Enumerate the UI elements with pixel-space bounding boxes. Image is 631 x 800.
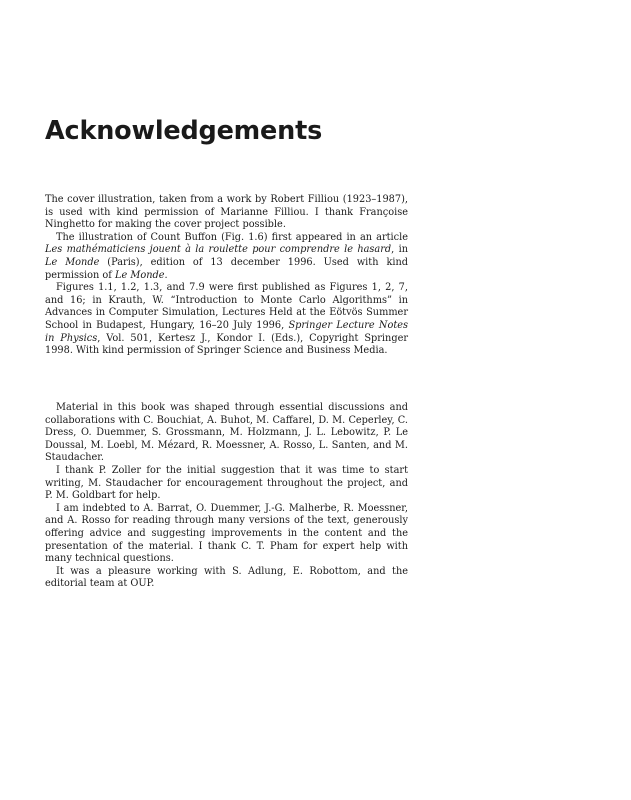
permissions-section (45, 194, 408, 358)
page-title: Acknowledgements (45, 116, 323, 146)
newspaper-title: Le Monde (45, 256, 100, 268)
text-run: Figures 1.1, 1.2, 1.3, and 7.9 were first published as Figures 1, 2, 7, and 16; in Krauth, W. “Introduction to Monte Carlo Algorithms” in Advances in Computer Simulation, Lectures Held at the Eötvös Summer School in Budapest, Hungary, 16–20 July 1996, (45, 282, 408, 331)
text-run: , Vol. 501, Kertesz J., Kondor I. (Eds.), Copyright Springer 1998. With kind permission of Springer Science and Business Media. (45, 332, 408, 357)
figures-credit-paragraph (45, 282, 408, 358)
encouragement-paragraph: I thank P. Zoller for the initial suggestion that it was time to start writing, M. Staudacher for encouragement throughout the project, and P. M. Goldbart for help. (45, 464, 408, 502)
text-run: The illustration of Count Buffon (Fig. 1.6) first appeared in an article (56, 231, 408, 243)
text-run: . (164, 269, 168, 281)
collaborators-paragraph: Material in this book was shaped through essential discussions and collaborations with C. Bouchiat, A. Buhot, M. Caffarel, D. M. Ceperley, C. Dress, O. Duemmer, S. Grossmann, M. Holzmann, J. L. Lebowitz, P. Le Doussal, M. Loebl, M. Mézard, R. Moessner, A. Rosso, L. Santen, and M. Staudacher. (45, 402, 408, 464)
series-title: Springer Lecture Notes in Physics (45, 319, 409, 344)
text-run: (Paris), edition of 13 december 1996. Used with kind permission of (45, 256, 408, 281)
newspaper-title: Le Monde (115, 269, 165, 281)
article-title: Les mathématiciens jouent à la roulette pour comprendre le hasard (45, 244, 392, 256)
publisher-paragraph: It was a pleasure working with S. Adlung, E. Robottom, and the editorial team at OUP. (45, 565, 408, 590)
text-run: , in (391, 244, 408, 256)
thanks-section (45, 402, 408, 591)
cover-credit-paragraph: The cover illustration, taken from a work by Robert Filliou (1923–1987), is used with kind permission of Marianne Filliou. I thank Françoise Ninghetto for making the cover project possible. (45, 194, 408, 231)
reviewers-paragraph: I am indebted to A. Barrat, O. Duemmer, J.-G. Malherbe, R. Moessner, and A. Rosso for reading through many versions of the text, generously offering advice and suggesting improvements in the content and the presentation of the material. I thank C. T. Pham for expert help with many technical questions. (45, 502, 408, 565)
buffon-credit-paragraph (45, 232, 408, 282)
